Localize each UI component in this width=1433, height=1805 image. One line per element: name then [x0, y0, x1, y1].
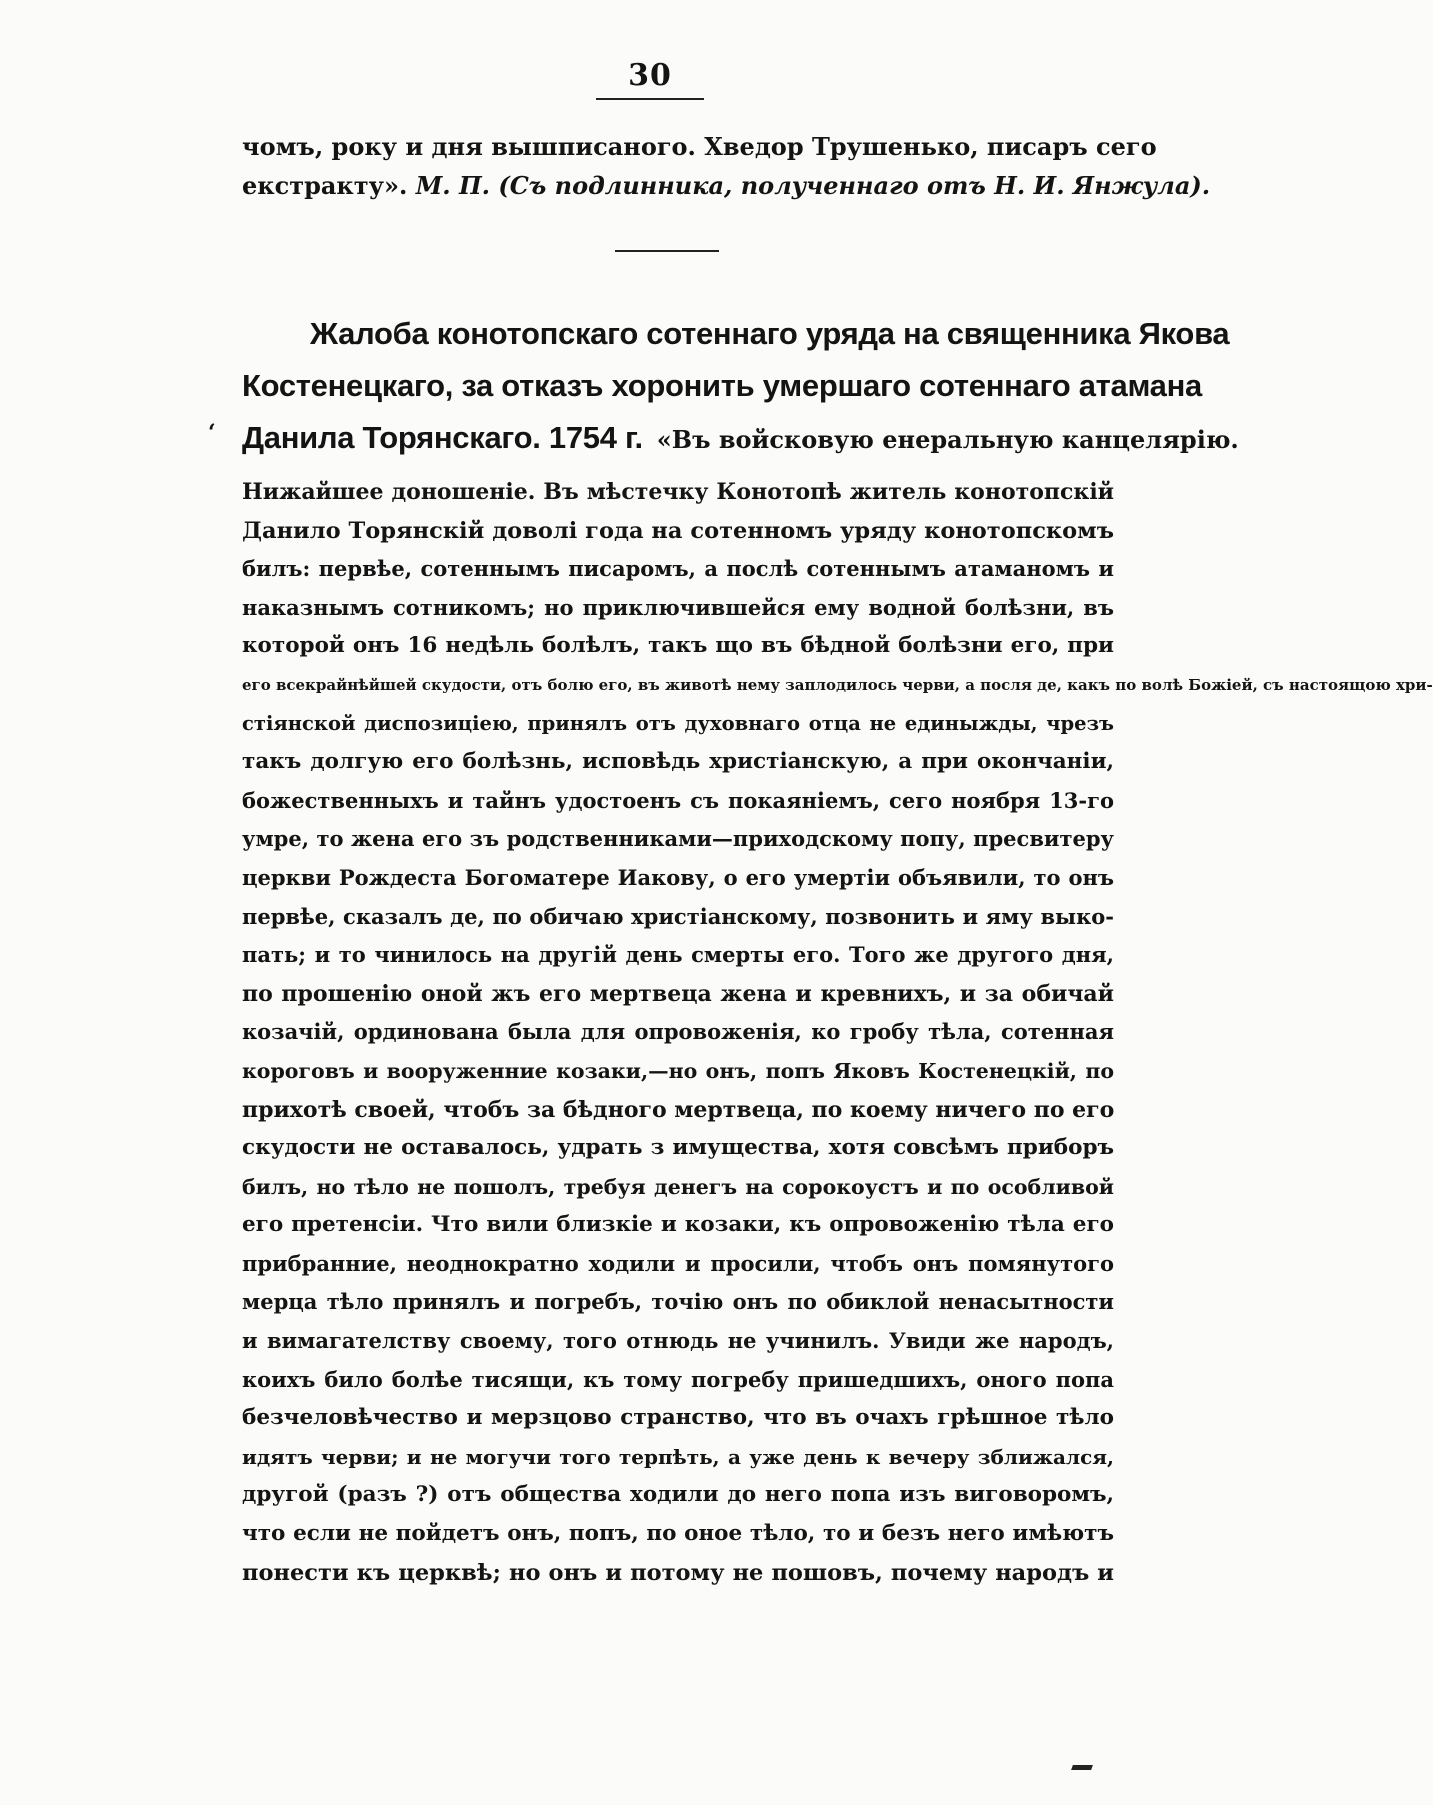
- intro-paragraph: [242, 128, 1211, 205]
- body-line: понести къ церквѣ; но онъ и потому не пошовъ, почему народъ и: [242, 1559, 1114, 1586]
- heading-line-2: Костенецкаго, за отказъ хоронить умершаго сотеннаго атамана: [242, 368, 1202, 403]
- body-line: билъ, но тѣло не пошолъ, требуя денегъ на сорокоустъ и по особливой: [242, 1174, 1114, 1199]
- body-line: идятъ черви; и не могучи того терпѣть, а уже день к вечеру зближался,: [242, 1444, 1114, 1469]
- body-line: умре, то жена его зъ родственниками—приходскому попу, пресвитеру: [242, 826, 1114, 852]
- body-line: божественныхъ и тайнъ удостоенъ съ покаяніемъ, сего ноября 13-го: [242, 787, 1114, 813]
- body-line: наказнымъ сотникомъ; но приключившейся ему водной болѣзни, въ: [242, 594, 1114, 620]
- corner-mark: [1071, 1765, 1093, 1770]
- heading-line-1: Жалоба конотопскаго сотеннаго уряда на священника Якова: [310, 316, 1230, 351]
- body-line: короговъ и вооруженние козаки,—но онъ, попъ Яковъ Костенецкій, по: [242, 1058, 1114, 1083]
- body-text: [242, 473, 1433, 1592]
- document-heading: [242, 316, 1239, 472]
- body-line: его всекрайнѣйшей скудости, отъ болю его, въ животѣ нему заплодилось черви, а посля де, какъ по волѣ Божіей, съ настоящою хри-: [242, 675, 1433, 694]
- body-line: что если не пойдетъ онъ, попъ, по оное тѣло, то и безъ него имѣютъ: [242, 1521, 1114, 1547]
- intro-line-2: [242, 167, 1211, 206]
- section-separator: [615, 250, 719, 252]
- body-line: пать; и то чинилось на другій день смерты его. Того же другого дня,: [242, 942, 1114, 968]
- body-line: Нижайшее доношеніе. Въ мѣстечку Конотопѣ житель конотопскій: [242, 479, 1114, 505]
- page-number: 30: [628, 58, 672, 93]
- body-line: стіянской диспозиціею, принялъ отъ духовнаго отца не единыжды, чрезъ: [242, 711, 1114, 735]
- intro-line-1: чомъ, року и дня вышписаного. Хведор Трушенько, писаръ сего: [242, 132, 1157, 161]
- body-opening: «Въ войсковую енеральную канцелярію.: [656, 425, 1239, 454]
- body-line: которой онъ 16 недѣль болѣлъ, такъ що въ бѣдной болѣзни его, при: [242, 633, 1114, 659]
- body-line: его претенсіи. Что вили близкіе и козаки, къ опровоженію тѣла его: [242, 1212, 1114, 1238]
- body-line: другой (разъ ?) отъ общества ходили до него попа изъ виговоромъ,: [242, 1482, 1114, 1508]
- page-number-rule: [596, 98, 704, 100]
- body-line: по прошенію оной жъ его мертвеца жена и кревнихъ, и за обичай: [242, 980, 1114, 1007]
- body-line: первѣе, сказалъ де, по обичаю христіанскому, позвонить и яму выко-: [242, 903, 1114, 929]
- body-line: безчеловѣчество и мерзцово странство, что въ очахъ грѣшное тѣло: [242, 1405, 1114, 1431]
- body-line: церкви Рождеста Богоматере Иакову, о его умертіи объявили, то онъ: [242, 864, 1114, 890]
- body-line: Данило Торянскій доволі года на сотенномъ уряду конотопскомъ: [242, 517, 1114, 544]
- body-line: билъ: первѣе, сотеннымъ писаромъ, а послѣ сотеннымъ атаманомъ и: [242, 556, 1114, 582]
- body-line: козачій, ординована была для опровоженія, ко гробу тѣла, сотенная: [242, 1019, 1114, 1045]
- body-line: скудости не оставалось, удрать з имущества, хотя совсѣмъ приборъ: [242, 1135, 1114, 1161]
- body-line: и вимагателству своему, того отнюдь не учинилъ. Увиди же народъ,: [242, 1328, 1114, 1354]
- heading-line-3: [242, 420, 1239, 472]
- body-line: прибранние, неоднократно ходили и просили, чтобъ онъ помянутого: [242, 1250, 1114, 1276]
- body-line: мерца тѣло принялъ и погребъ, точію онъ по обиклой ненасытности: [242, 1289, 1114, 1315]
- body-line: коихъ било болѣе тисящи, къ тому погребу пришедшихъ, оного попа: [242, 1366, 1114, 1392]
- intro-line-2-text: екстракту».: [242, 170, 408, 200]
- heading-line-3-text: Данила Торянскаго. 1754 г.: [242, 420, 643, 455]
- body-line: прихотѣ своей, чтобъ за бѣдного мертвеца, по коему ничего по его: [242, 1096, 1115, 1123]
- margin-mark: ‘: [208, 420, 216, 446]
- body-line: такъ долгую его болѣзнь, исповѣдь христіанскую, а при окончаніи,: [242, 749, 1114, 775]
- intro-source-note: М. П. (Съ подлинника, полученнаго отъ Н. И. Янжула).: [415, 170, 1211, 200]
